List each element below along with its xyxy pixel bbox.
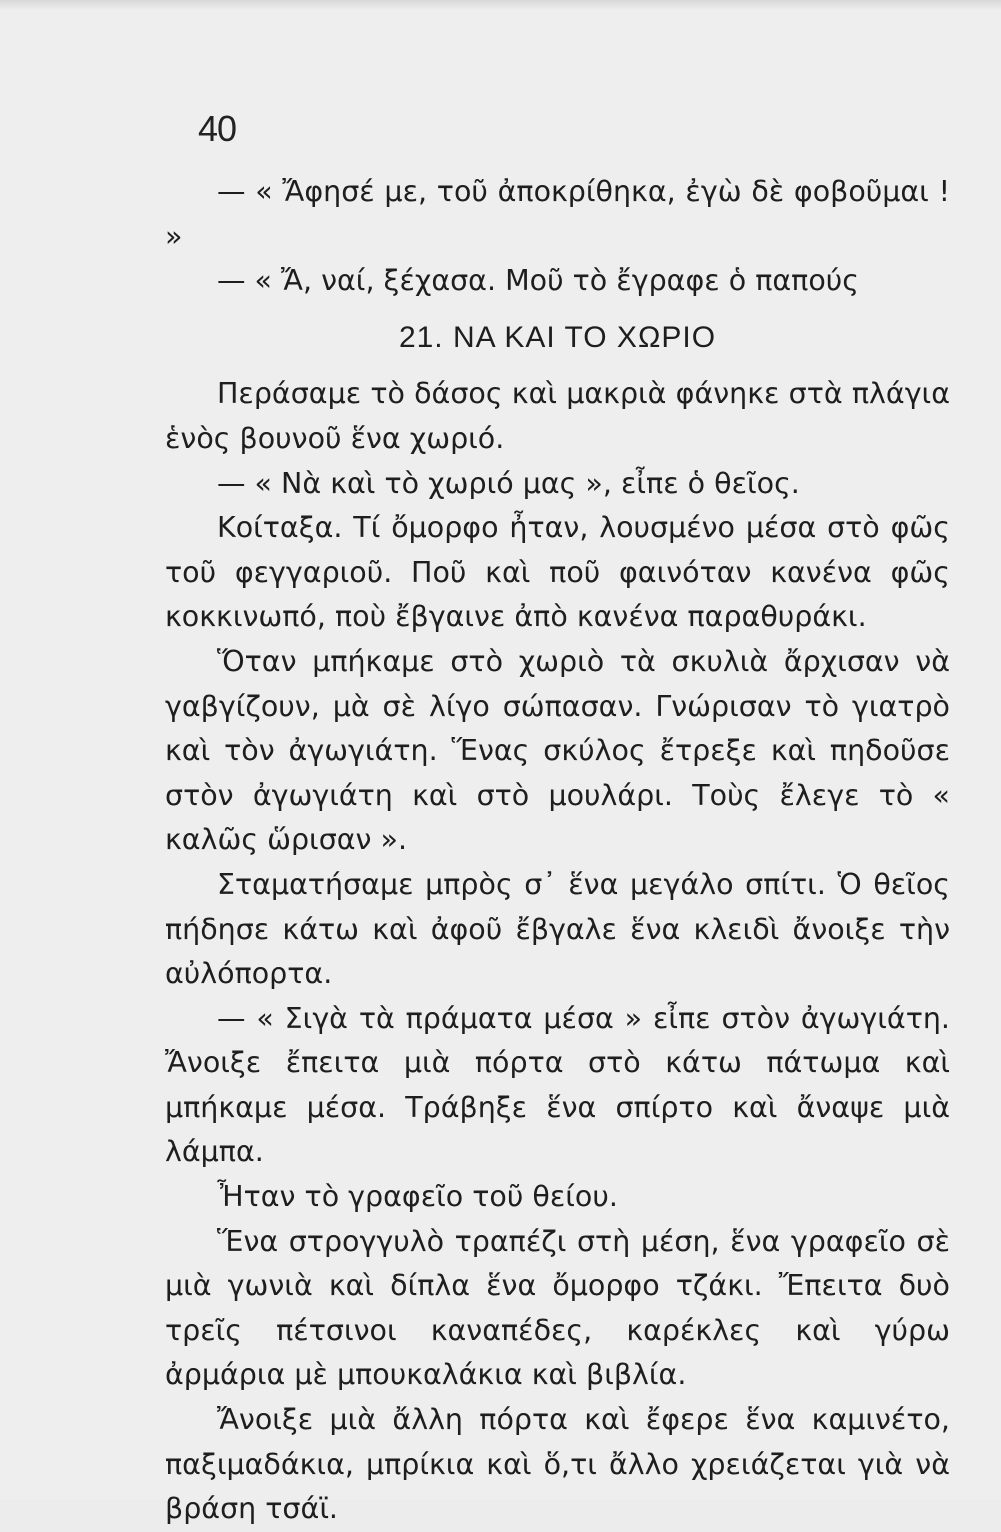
paragraph: — « Ἄφησέ με, τοῦ ἀποκρίθηκα, ἐγὼ δὲ φοβοῦμαι ! » xyxy=(165,175,950,253)
paragraph: Ἕνα στρογγυλὸ τραπέζι στὴ μέση, ἕνα γραφεῖο σὲ μιὰ γωνιὰ καὶ δίπλα ἕνα ὄμορφο τζάκι. Ἔπειτα δυὸ τρεῖς πέτσινοι καναπέδες, καρέκλες καὶ γύρω ἀρμάρια μὲ μπουκαλάκια καὶ βιβλία. xyxy=(165,1224,950,1392)
paragraph: Περάσαμε τὸ δάσος καὶ μακριὰ φάνηκε στὰ πλάγια ἑνὸς βουνοῦ ἕνα χωριό. xyxy=(165,377,950,455)
paragraph: Κοίταξα. Τί ὄμορφο ἦταν, λουσμένο μέσα στὸ φῶς τοῦ φεγγαριοῦ. Ποῦ καὶ ποῦ φαινόταν κανένα φῶς κοκκινωπό, ποὺ ἔβγαινε ἀπὸ κανένα παραθυράκι. xyxy=(165,511,950,634)
page-text xyxy=(165,170,950,1532)
paragraph: — « Ἄ, ναί, ξέχασα. Μοῦ τὸ ἔγραφε ὁ παπούς xyxy=(217,264,859,298)
paragraph: — « Σιγὰ τὰ πράματα μέσα » εἶπε στὸν ἀγωγιάτη. Ἄνοιξε ἔπειτα μιὰ πόρτα στὸ κάτω πάτωμα καὶ μπήκαμε μέσα. Τράβηξε ἕνα σπίρτο καὶ ἄναψε μιὰ λάμπα. xyxy=(165,1001,950,1169)
paragraph: Ἦταν τὸ γραφεῖο τοῦ θείου. xyxy=(217,1180,618,1214)
paragraph: Σταματήσαμε μπρὸς σ᾽ ἕνα μεγάλο σπίτι. Ὁ θεῖος πήδησε κάτω καὶ ἀφοῦ ἔβγαλε ἕνα κλειδὶ ἄνοιξε τὴν αὐλόπορτα. xyxy=(165,867,950,991)
paragraph: Ἄνοιξε μιὰ ἄλλη πόρτα καὶ ἔφερε ἕνα καμινέτο, παξιμαδάκια, μπρίκια καὶ ὅ,τι ἄλλο χρειάζεται γιὰ νὰ βράση τσάϊ. xyxy=(165,1403,950,1526)
chapter-title: 21. ΝΑ ΚΑΙ ΤΟ ΧΩΡΙΟ xyxy=(398,320,717,354)
page-top-edge xyxy=(0,0,1001,10)
paragraph: Ὅταν μπήκαμε στὸ χωριὸ τὰ σκυλιὰ ἄρχισαν νὰ γαβγίζουν, μὰ σὲ λίγο σώπασαν. Γνώρισαν τὸ γιατρὸ καὶ τὸν ἀγωγιάτη. Ἕνας σκύλος ἔτρεξε καὶ πηδοῦσε στὸν ἀγωγιάτη καὶ στὸ μουλάρι. Τοὺς ἔλεγε τὸ « καλῶς ὥρισαν ». xyxy=(165,644,950,857)
page-number: 40 xyxy=(198,108,237,149)
paragraph: — « Νὰ καὶ τὸ χωριό μας », εἶπε ὁ θεῖος. xyxy=(217,466,800,500)
